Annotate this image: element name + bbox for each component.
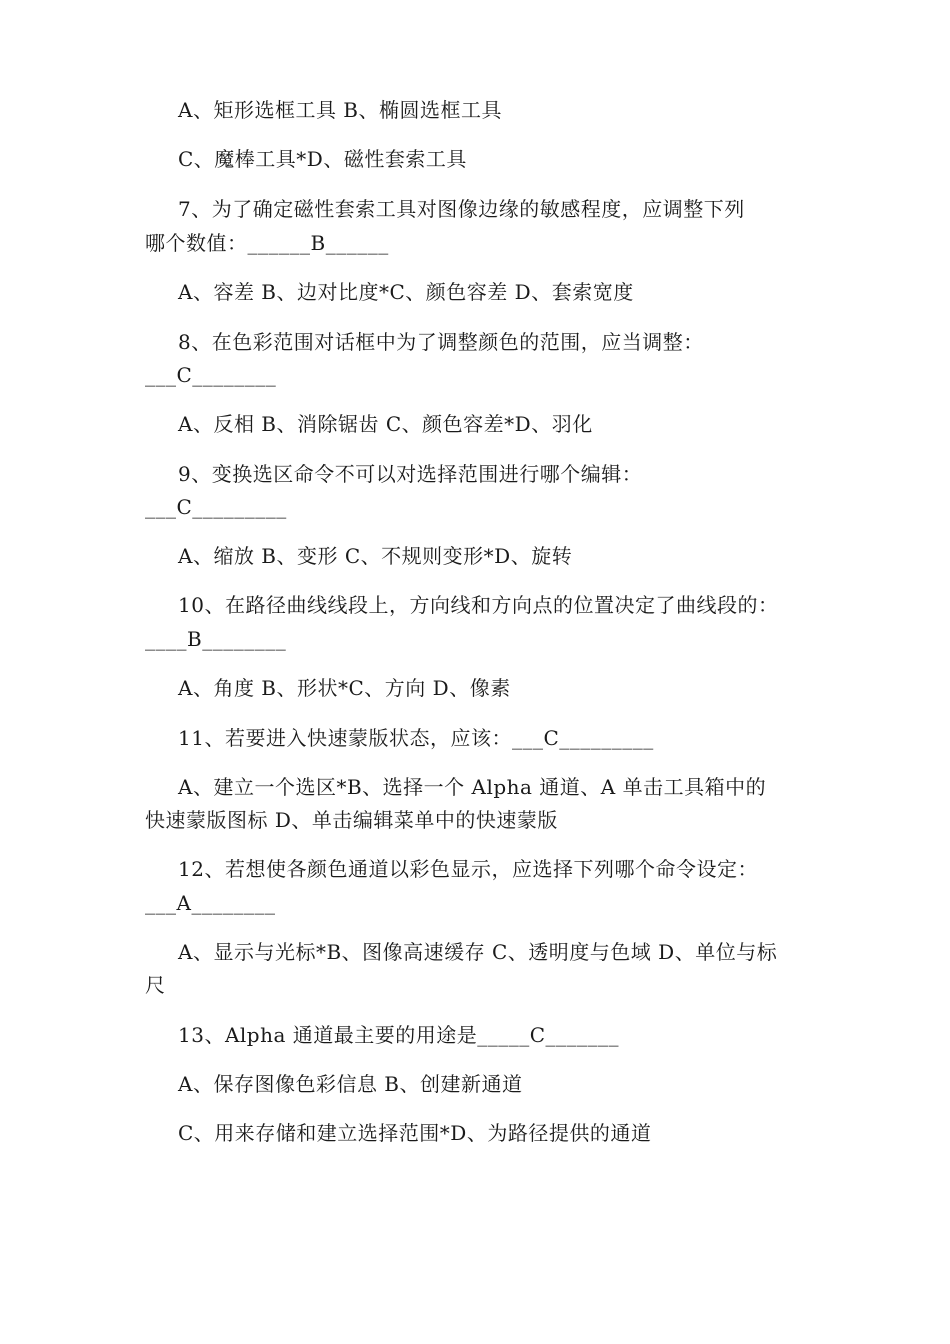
question-10-options: A、角度 B、形状*C、方向 D、像素 (178, 676, 511, 700)
text-line-1: A、矩形选框工具 B、椭圆选框工具 (178, 98, 502, 122)
question-12-options-2: 尺 (145, 973, 166, 997)
question-11: 11、若要进入快速蒙版状态，应该：___C_________ (178, 726, 654, 750)
question-13-options-2: C、用来存储和建立选择范围*D、为路径提供的通道 (178, 1121, 652, 1145)
question-8-answer: ___C________ (145, 363, 277, 387)
question-9: 9、变换选区命令不可以对选择范围进行哪个编辑： (178, 462, 643, 486)
question-12-answer: ___A________ (145, 891, 276, 915)
question-8-options: A、反相 B、消除锯齿 C、颜色容差*D、羽化 (178, 412, 593, 436)
question-12-options-1: A、显示与光标*B、图像高速缓存 C、透明度与色域 D、单位与标 (178, 940, 778, 964)
question-10-answer: ____B________ (145, 627, 287, 651)
question-7-answer: 哪个数值：______B______ (145, 231, 389, 255)
question-9-answer: ___C_________ (145, 495, 287, 519)
question-9-options: A、缩放 B、变形 C、不规则变形*D、旋转 (178, 544, 573, 568)
question-11-options-1: A、建立一个选区*B、选择一个 Alpha 通道、A 单击工具箱中的 (178, 775, 767, 799)
question-7: 7、为了确定磁性套索工具对图像边缘的敏感程度，应调整下列 (178, 197, 745, 221)
question-10: 10、在路径曲线线段上，方向线和方向点的位置决定了曲线段的： (178, 593, 779, 617)
question-8: 8、在色彩范围对话框中为了调整颜色的范围，应当调整： (178, 330, 704, 354)
question-11-options-2: 快速蒙版图标 D、单击编辑菜单中的快速蒙版 (145, 808, 558, 832)
question-13: 13、Alpha 通道最主要的用途是_____C_______ (178, 1023, 620, 1047)
text-line-2: C、魔棒工具*D、磁性套索工具 (178, 147, 467, 171)
question-12: 12、若想使各颜色通道以彩色显示，应选择下列哪个命令设定： (178, 857, 758, 881)
question-7-options: A、容差 B、边对比度*C、颜色容差 D、套索宽度 (178, 280, 634, 304)
question-13-options-1: A、保存图像色彩信息 B、创建新通道 (178, 1072, 523, 1096)
